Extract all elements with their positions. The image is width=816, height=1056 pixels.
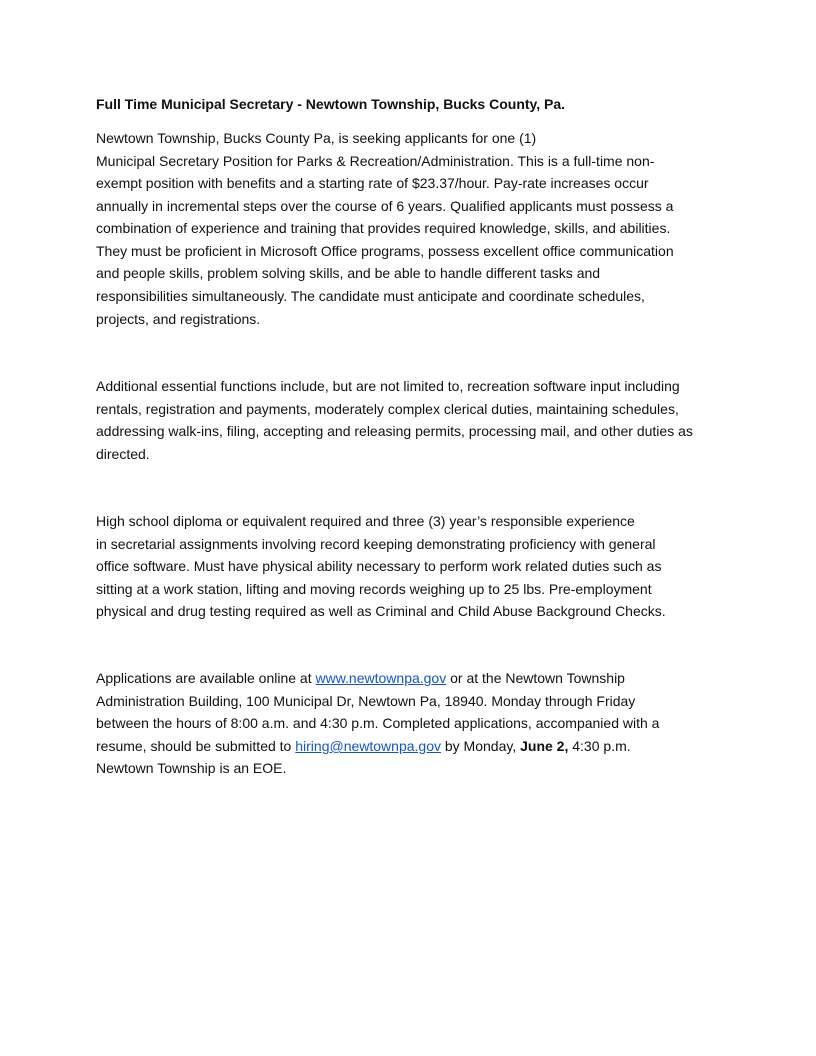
paragraph-2-line: Additional essential functions include, but are not limited to, recreation software input including xyxy=(96,378,680,394)
paragraph-1-line: annually in incremental steps over the course of 6 years. Qualified applicants must possess a xyxy=(96,198,674,214)
paragraph-1-line: responsibilities simultaneously. The candidate must anticipate and coordinate schedules, xyxy=(96,288,645,304)
paragraph-2-line: rentals, registration and payments, moderately complex clerical duties, maintaining schedules, xyxy=(96,401,679,417)
paragraph-1-line: projects, and registrations. xyxy=(96,311,261,327)
paragraph-4-line: Administration Building, 100 Municipal Dr, Newtown Pa, 18940. Monday through Friday xyxy=(96,693,636,709)
paragraph-3-line: in secretarial assignments involving record keeping demonstrating proficiency with general xyxy=(96,536,656,552)
paragraph-4-line xyxy=(96,667,625,689)
paragraph-1-line: combination of experience and training that provides required knowledge, skills, and abilities. xyxy=(96,220,671,236)
paragraph-2-line: addressing walk-ins, filing, accepting and releasing permits, processing mail, and other duties as xyxy=(96,423,693,439)
paragraph-1-line: exempt position with benefits and a starting rate of $23.37/hour. Pay-rate increases occur xyxy=(96,175,649,191)
paragraph-1-line: Municipal Secretary Position for Parks & Recreation/Administration. This is a full-time non- xyxy=(96,153,655,169)
email-link[interactable]: hiring@newtownpa.gov xyxy=(295,738,441,754)
paragraph-4-line: between the hours of 8:00 a.m. and 4:30 p.m. Completed applications, accompanied with a xyxy=(96,715,660,731)
paragraph-4-text: by Monday, xyxy=(440,738,521,754)
paragraph-3-line: High school diploma or equivalent required and three (3) year’s responsible experience xyxy=(96,513,635,529)
paragraph-3-line: physical and drug testing required as well as Criminal and Child Abuse Background Checks. xyxy=(96,603,666,619)
paragraph-3-line: office software. Must have physical ability necessary to perform work related duties such as xyxy=(96,558,662,574)
deadline-date: June 2, xyxy=(520,738,569,754)
paragraph-4-text: 4:30 p.m. xyxy=(568,738,631,754)
paragraph-4-line: Newtown Township is an EOE. xyxy=(96,760,287,776)
paragraph-1-line: and people skills, problem solving skills, and be able to handle different tasks and xyxy=(96,265,601,281)
paragraph-4-text: Applications are available online at xyxy=(96,670,316,686)
paragraph-4-text: resume, should be submitted to xyxy=(96,738,296,754)
website-link[interactable]: www.newtownpa.gov xyxy=(315,670,447,686)
paragraph-1-line: Newtown Township, Bucks County Pa, is seeking applicants for one (1) xyxy=(96,130,537,146)
paragraph-3-line: sitting at a work station, lifting and moving records weighing up to 25 lbs. Pre-employment xyxy=(96,581,652,597)
paragraph-2-line: directed. xyxy=(96,446,150,462)
document-title: Full Time Municipal Secretary - Newtown Township, Bucks County, Pa. xyxy=(96,96,566,112)
paragraph-4-text: or at the Newtown Township xyxy=(446,670,625,686)
paragraph-1-line: They must be proficient in Microsoft Office programs, possess excellent office communication xyxy=(96,243,674,259)
paragraph-4-line xyxy=(96,735,631,757)
